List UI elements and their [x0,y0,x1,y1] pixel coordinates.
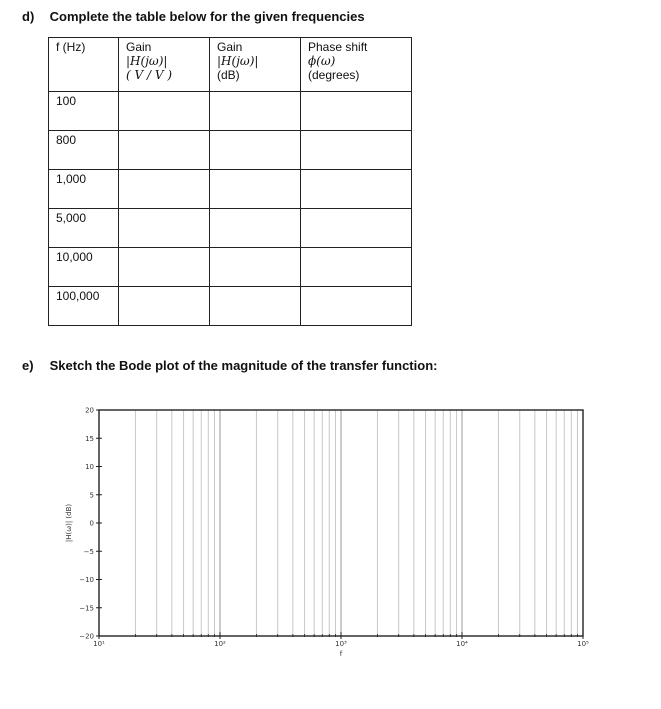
cell-frequency: 100,000 [49,287,119,326]
plot-grid [135,410,577,636]
y-axis-label: |H(ω)| (dB) [65,503,73,543]
y-tick-label: −10 [79,576,94,584]
y-tick-label: 5 [89,491,94,500]
y-tick-label: −20 [79,632,94,641]
x-tick-label: 10¹ [93,640,105,648]
header-gain-db-symbol: |H(jω)| [217,54,259,68]
section-e-title: Sketch the Bode plot of the magnitude of the transfer function: [49,358,438,373]
header-phase-symbol: ϕ(ω) [308,54,336,68]
x-axis-label: f [339,650,343,658]
section-d-label: d) [22,9,35,24]
y-tick-label: 20 [85,406,94,415]
cell-frequency: 800 [49,131,119,170]
x-tick-label: 10⁴ [456,640,468,648]
cell-frequency: 1,000 [49,170,119,209]
cell-frequency: 100 [49,92,119,131]
y-tick-label: −5 [83,547,94,556]
x-tick-label: 10⁵ [577,640,589,648]
y-tick-label: 10 [85,463,94,471]
plot-ticks [79,407,589,649]
x-tick-label: 10² [214,640,226,648]
header-gain-vv-unit: ( V / V ) [126,68,172,82]
header-gain-db-title: Gain [217,40,243,54]
header-gain-vv-title: Gain [126,40,152,54]
header-phase-title: Phase shift [308,40,368,54]
cell-frequency: 5,000 [49,209,119,248]
section-e-label: e) [22,358,34,373]
header-gain-vv-symbol: |H(jω)| [126,54,168,68]
header-phase-unit: (degrees) [308,68,360,82]
y-tick-label: −15 [79,604,94,613]
y-tick-label: 0 [89,519,94,528]
header-gain-db-unit: (dB) [217,68,240,82]
x-tick-label: 10³ [335,640,347,648]
cell-frequency: 10,000 [49,248,119,287]
header-frequency-label: f (Hz) [56,40,86,54]
section-d-title: Complete the table below for the given frequencies [49,9,365,24]
y-tick-label: 15 [85,434,94,443]
